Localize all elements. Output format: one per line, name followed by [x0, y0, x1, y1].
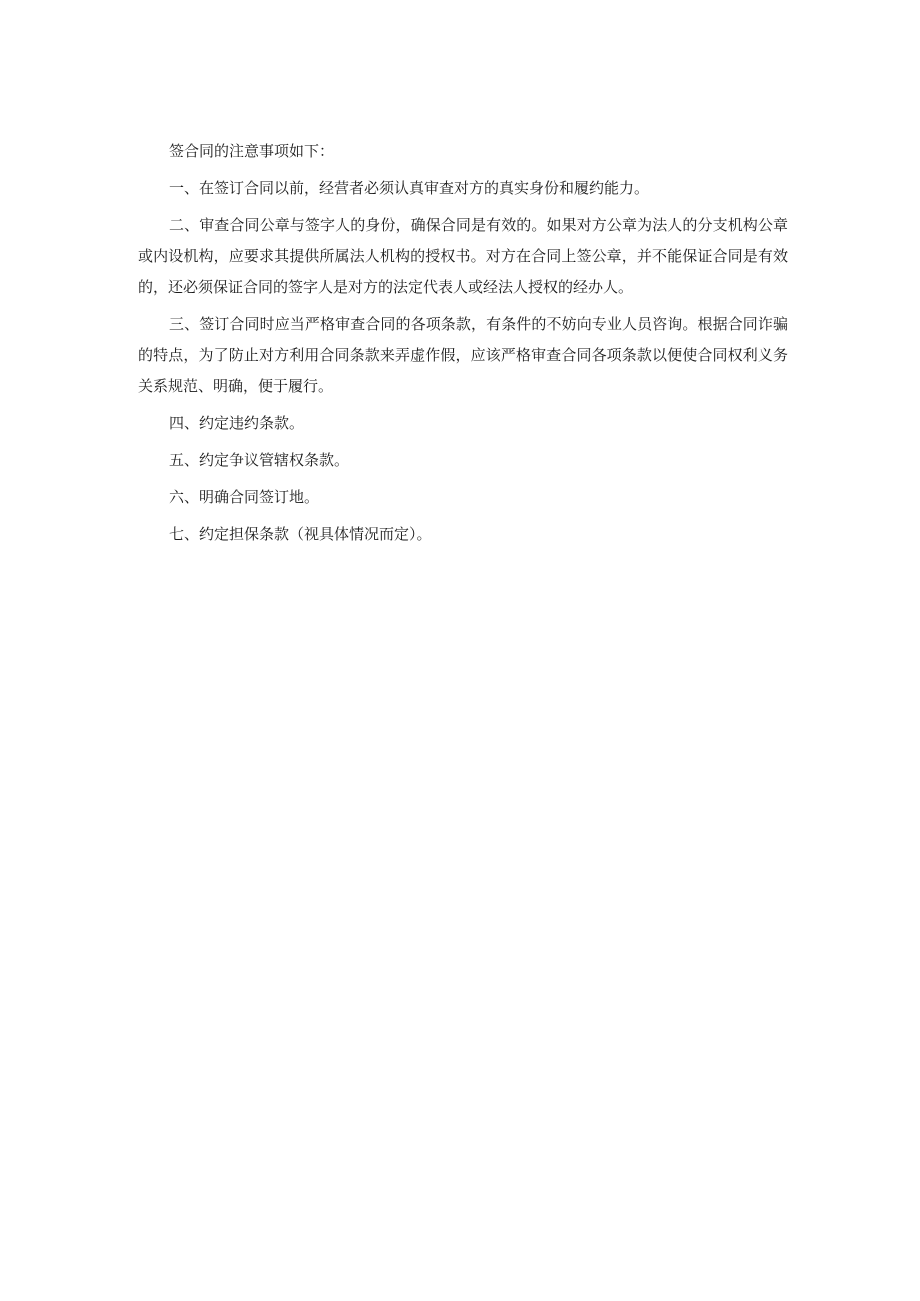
- item-1: 一、在签订合同以前，经营者必须认真审查对方的真实身份和履约能力。: [169, 179, 650, 197]
- intro-line: 签合同的注意事项如下：: [169, 142, 335, 160]
- item-7: 七、约定担保条款（视具体情况而定）。: [169, 525, 432, 543]
- item-6: 六、明确合同签订地。: [169, 488, 320, 506]
- item-3: 三、签订合同时应当严格审查合同的各项条款，有条件的不妨向专业人员咨询。根据合同诈骗的特点，为了防止对方利用合同条款来弄虚作假，应该严格审查合同各项条款以便使合同权利义务关系规范、明确，便于履行。: [138, 315, 788, 395]
- item-5: 五、约定争议管辖权条款。: [169, 451, 350, 469]
- item-2: 二、审查合同公章与签字人的身份，确保合同是有效的。如果对方公章为法人的分支机构公章或内设机构，应要求其提供所属法人机构的授权书。对方在合同上签公章，并不能保证合同是有效的，还必须保证合同的签字人是对方的法定代表人或经法人授权的经办人。: [138, 216, 788, 296]
- document-body: [138, 136, 788, 556]
- item-4: 四、约定违约条款。: [169, 414, 305, 432]
